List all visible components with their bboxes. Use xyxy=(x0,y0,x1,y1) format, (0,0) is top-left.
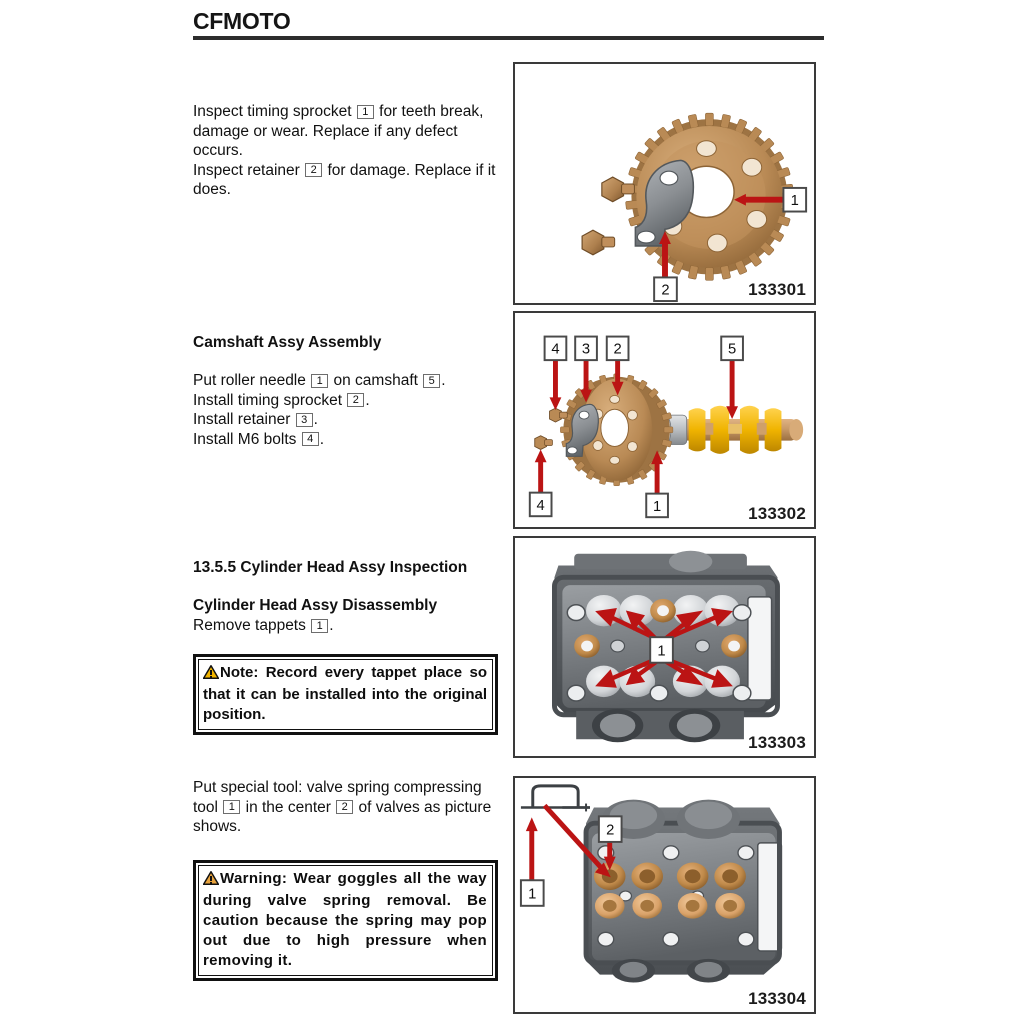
inline-callout-5: 5 xyxy=(423,374,440,388)
callout-label-1 xyxy=(646,494,668,518)
callout-label-1 xyxy=(521,880,544,906)
svg-text:1: 1 xyxy=(790,193,799,210)
callout-arrow-4-top xyxy=(550,359,562,410)
instruction-paragraph xyxy=(193,778,498,837)
inline-callout-1: 1 xyxy=(311,619,328,633)
m6-bolt-part xyxy=(582,230,615,255)
valve-spring-tool-illustration xyxy=(515,778,814,1012)
section-4-text xyxy=(193,778,498,981)
svg-text:4: 4 xyxy=(536,497,545,514)
svg-text:5: 5 xyxy=(727,341,737,358)
instruction-paragraph xyxy=(193,161,498,200)
figure-133302 xyxy=(513,311,816,529)
svg-text:2: 2 xyxy=(613,341,622,358)
callout-arrow-4-bottom xyxy=(535,449,547,492)
text-run: of valves as picture shows. xyxy=(193,798,492,835)
instruction-paragraph xyxy=(193,430,498,450)
callout-label-2 xyxy=(599,816,622,842)
text-run: . xyxy=(365,391,370,409)
figure-133301 xyxy=(513,62,816,305)
inline-callout-1: 1 xyxy=(223,800,240,814)
figure-number: 133301 xyxy=(748,280,806,299)
text-run: for damage. Replace if it does. xyxy=(193,161,496,198)
valve-spring-compressing-tool-part xyxy=(521,786,590,812)
m6-bolt-part xyxy=(535,436,553,450)
text-run: Put special tool: valve spring compressing tool xyxy=(193,779,482,816)
section-heading: 13.5.5 Cylinder Head Assy Inspection xyxy=(193,559,468,576)
svg-text:4: 4 xyxy=(551,341,560,358)
svg-text:3: 3 xyxy=(581,341,591,358)
callout-label-2 xyxy=(607,337,629,361)
callout-label-1 xyxy=(783,188,806,212)
text-run: in the center xyxy=(241,798,336,816)
text-run: for teeth break, damage or wear. Replace if any defect occurs. xyxy=(193,103,484,159)
callout-label-3 xyxy=(575,337,597,361)
header-divider xyxy=(193,36,824,40)
text-run: Inspect timing sprocket xyxy=(193,103,356,120)
text-run: Inspect retainer xyxy=(193,161,305,179)
svg-text:2: 2 xyxy=(661,282,670,299)
callout-label-5 xyxy=(721,337,743,361)
text-run: . xyxy=(329,617,334,634)
warning-triangle-icon xyxy=(203,871,219,891)
warning-text-wrap xyxy=(203,869,487,971)
text-run: . xyxy=(319,430,324,448)
section-3-text xyxy=(193,558,498,735)
cylinder-head-illustration xyxy=(515,538,814,756)
figure-number: 133304 xyxy=(748,989,806,1008)
inline-callout-3: 3 xyxy=(296,413,313,427)
inline-callout-2: 2 xyxy=(347,393,364,407)
instruction-paragraph xyxy=(193,616,498,636)
callout-label-4-lower xyxy=(530,493,552,517)
figure-133303 xyxy=(513,536,816,758)
section-heading: Camshaft Assy Assembly xyxy=(193,334,382,351)
svg-text:1: 1 xyxy=(652,498,662,515)
warning-box xyxy=(193,860,498,981)
text-run: Remove tappets xyxy=(193,617,311,634)
section-1-text xyxy=(193,102,498,200)
svg-text:1: 1 xyxy=(528,886,537,903)
instruction-paragraph xyxy=(193,371,498,391)
callout-label-1 xyxy=(650,637,673,663)
warning-box-inner xyxy=(198,865,493,976)
text-run: . xyxy=(313,411,318,428)
text-run: . xyxy=(441,372,446,389)
page-header xyxy=(193,8,824,40)
text-run: Install M6 bolts xyxy=(193,430,301,448)
warning-triangle-icon xyxy=(203,665,219,685)
note-box xyxy=(193,654,498,735)
warning-text: Warning: Wear goggles all the way during valve spring removal. Be caution because the spring may pop out due to high pressure when removing it. xyxy=(203,869,487,969)
svg-text:2: 2 xyxy=(606,822,615,839)
figure-number: 133303 xyxy=(748,733,806,752)
figure-133304 xyxy=(513,776,816,1014)
brand-title: CFMOTO xyxy=(193,8,291,34)
instruction-paragraph xyxy=(193,102,498,161)
instruction-paragraph xyxy=(193,410,498,430)
callout-label-2 xyxy=(654,277,677,301)
camshaft-assembly-illustration xyxy=(515,313,814,527)
inline-callout-2: 2 xyxy=(336,800,353,814)
note-box-inner xyxy=(198,659,493,730)
camshaft-part xyxy=(683,406,803,454)
inline-callout-1: 1 xyxy=(357,105,374,119)
instruction-paragraph xyxy=(193,391,498,411)
m6-bolt-part xyxy=(602,177,635,202)
callout-arrow-1 xyxy=(526,817,538,882)
callout-label-4 xyxy=(545,337,567,361)
inline-callout-2: 2 xyxy=(305,163,322,177)
text-run: Install timing sprocket xyxy=(193,391,347,409)
inline-callout-1: 1 xyxy=(311,374,328,388)
callout-arrow-5 xyxy=(726,359,738,419)
section-2-text xyxy=(193,333,498,449)
section-subheading: Cylinder Head Assy Disassembly xyxy=(193,597,438,614)
text-run: on camshaft xyxy=(329,372,423,389)
figure-number: 133302 xyxy=(748,504,806,523)
svg-text:1: 1 xyxy=(657,643,666,660)
text-run: Put roller needle xyxy=(193,372,311,389)
timing-sprocket-illustration xyxy=(515,64,814,303)
note-text-wrap xyxy=(203,663,487,725)
note-text: Note: Record every tappet place so that it can be installed into the original position. xyxy=(203,663,487,723)
inline-callout-4: 4 xyxy=(302,432,319,446)
text-run: Install retainer xyxy=(193,411,295,428)
